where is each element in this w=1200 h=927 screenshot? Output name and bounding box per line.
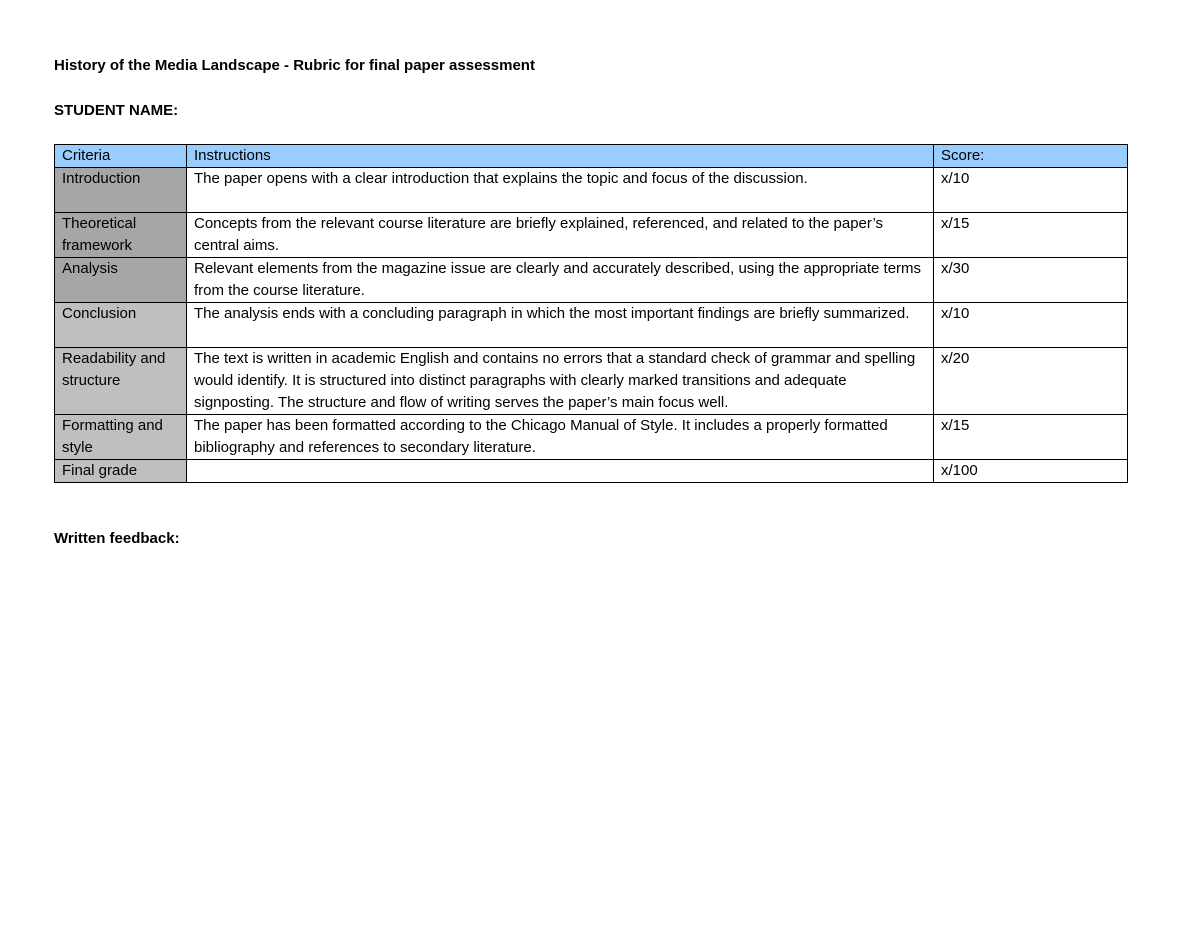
instructions-cell: The paper opens with a clear introduction that explains the topic and focus of the discussion. (187, 168, 934, 213)
score-cell: x/30 (934, 258, 1128, 303)
instructions-cell: The analysis ends with a concluding paragraph in which the most important findings are briefly summarized. (187, 303, 934, 348)
criteria-cell: Theoretical framework (55, 213, 187, 258)
criteria-cell: Analysis (55, 258, 187, 303)
criteria-cell: Final grade (55, 460, 187, 483)
instructions-cell: The text is written in academic English and contains no errors that a standard check of grammar and spelling would identify. It is structured into distinct paragraphs with clearly marked transitions and adequate signposting. The structure and flow of writing serves the paper’s main focus well. (187, 348, 934, 415)
rubric-table (54, 144, 1128, 483)
instructions-cell: Concepts from the relevant course literature are briefly explained, referenced, and related to the paper’s central aims. (187, 213, 934, 258)
score-cell: x/20 (934, 348, 1128, 415)
criteria-cell: Introduction (55, 168, 187, 213)
written-feedback-label: Written feedback: (54, 530, 180, 547)
table-row (55, 258, 1128, 303)
score-cell: x/100 (934, 460, 1128, 483)
criteria-cell: Readability and structure (55, 348, 187, 415)
score-cell: x/15 (934, 415, 1128, 460)
table-row (55, 415, 1128, 460)
table-header-row (55, 145, 1128, 168)
score-header: Score: (934, 145, 1128, 168)
instructions-cell: The paper has been formatted according to the Chicago Manual of Style. It includes a properly formatted bibliography and references to secondary literature. (187, 415, 934, 460)
score-cell: x/15 (934, 213, 1128, 258)
table-row (55, 303, 1128, 348)
student-name-label: STUDENT NAME: (54, 102, 179, 119)
criteria-cell: Conclusion (55, 303, 187, 348)
instructions-header: Instructions (187, 145, 934, 168)
table-row (55, 348, 1128, 415)
document-title: History of the Media Landscape - Rubric for final paper assessment (54, 57, 535, 74)
table-row (55, 168, 1128, 213)
score-cell: x/10 (934, 303, 1128, 348)
criteria-cell: Formatting and style (55, 415, 187, 460)
final-grade-row (55, 460, 1128, 483)
table-row (55, 213, 1128, 258)
criteria-header: Criteria (55, 145, 187, 168)
instructions-cell: Relevant elements from the magazine issue are clearly and accurately described, using the appropriate terms from the course literature. (187, 258, 934, 303)
instructions-cell (187, 460, 934, 483)
score-cell: x/10 (934, 168, 1128, 213)
